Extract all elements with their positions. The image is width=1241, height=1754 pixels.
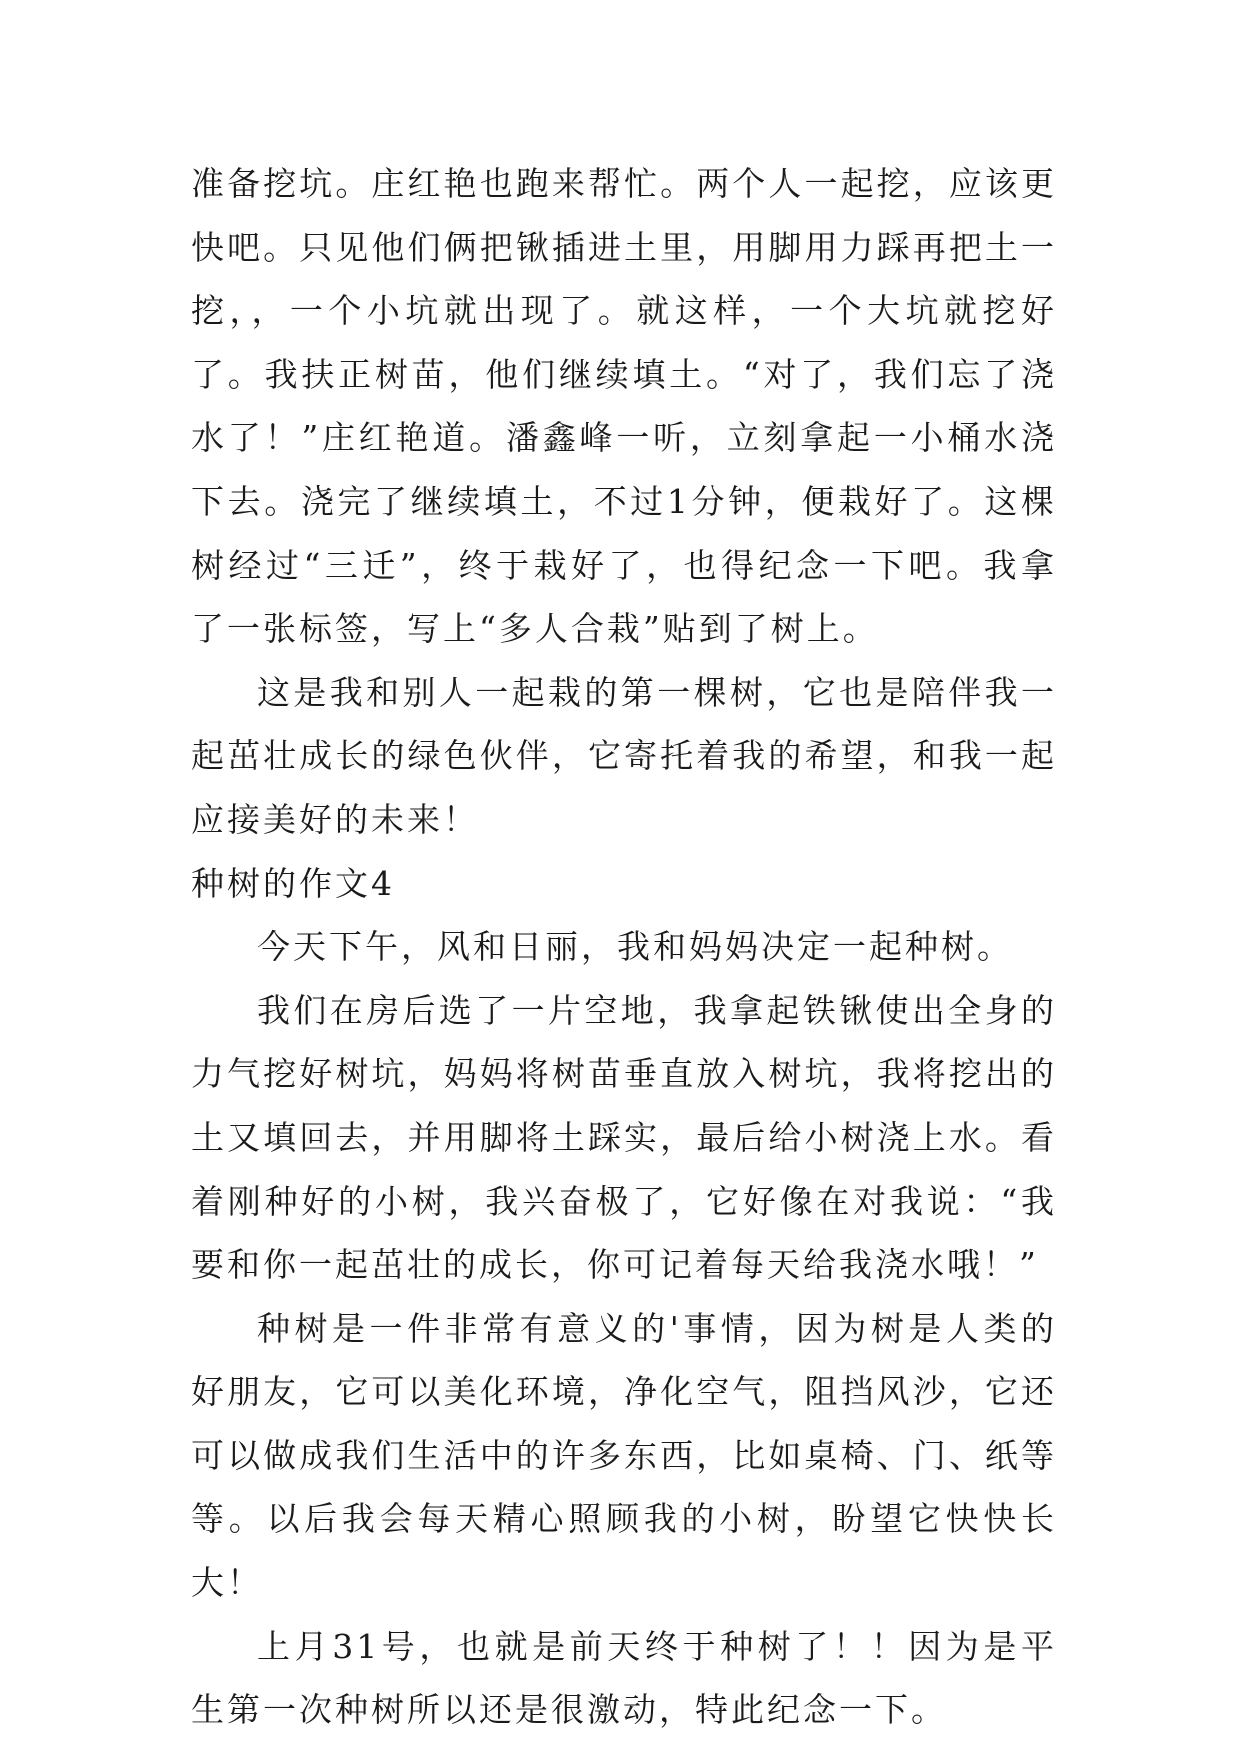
document-body [191, 152, 1057, 1742]
paragraph-closing: 这是我和别人一起栽的第一棵树，它也是陪伴我一起茁壮成长的绿色伙伴，它寄托着我的希望，和我一起应接美好的未来！ [191, 672, 1057, 839]
section-heading: 种树的作文4 [191, 863, 395, 903]
section-paragraph-3: 种树是一件非常有意义的'事情，因为树是人类的好朋友，它可以美化环境，净化空气，阻挡风沙，它还可以做成我们生活中的许多东西，比如桌椅、门、纸等等。以后我会每天精心照顾我的小树，盼望它快快长大！ [191, 1308, 1057, 1603]
section-paragraph-4: 上月31号，也就是前天终于种树了！！因为是平生第一次种树所以还是很激动，特此纪念一下。 [191, 1626, 1057, 1730]
paragraph-continued: 准备挖坑。庄红艳也跑来帮忙。两个人一起挖，应该更快吧。只见他们俩把锹插进土里，用脚用力踩再把土一挖，，一个小坑就出现了。就这样，一个大坑就挖好了。我扶正树苗，他们继续填土。“对了，我们忘了浇水了！”庄红艳道。潘鑫峰一听，立刻拿起一小桶水浇下去。浇完了继续填土，不过1分钟，便栽好了。这棵树经过“三迁”，终于栽好了，也得纪念一下吧。我拿了一张标签，写上“多人合栽”贴到了树上。 [191, 164, 1057, 649]
section-paragraph-2: 我们在房后选了一片空地，我拿起铁锹使出全身的力气挖好树坑，妈妈将树苗垂直放入树坑，我将挖出的土又填回去，并用脚将土踩实，最后给小树浇上水。看着刚种好的小树，我兴奋极了，它好像在对我说：“我要和你一起茁壮的成长，你可记着每天给我浇水哦！” [191, 990, 1057, 1285]
section-paragraph-1: 今天下午，风和日丽，我和妈妈决定一起种树。 [257, 927, 1013, 967]
